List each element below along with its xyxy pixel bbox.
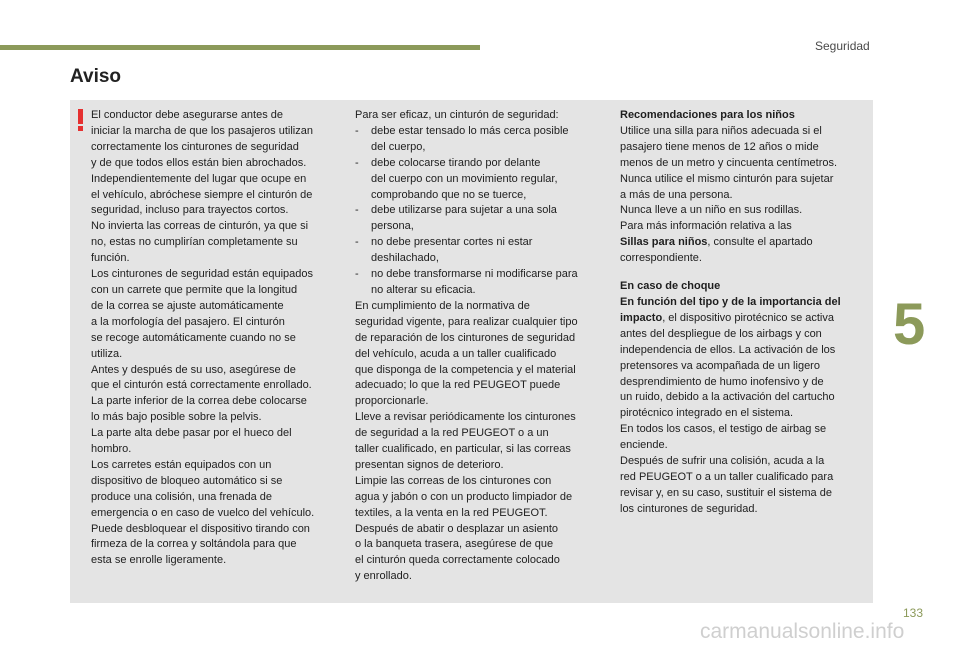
text-line: hombro. xyxy=(91,443,132,456)
text-line: un ruido, debido a la activación del cartucho xyxy=(620,391,835,404)
text-line: En todos los casos, el testigo de airbag se xyxy=(620,423,827,436)
text-line: El conductor debe asegurarse antes de xyxy=(91,109,284,121)
column-3 xyxy=(620,108,870,518)
text-line: seguridad, incluso para trayectos cortos. xyxy=(91,204,289,217)
text-line: En función del tipo y de la importancia del xyxy=(620,295,841,308)
text-line: iniciar la marcha de que los pasajeros utilizan xyxy=(91,124,313,137)
bullet-item: - no debe transformarse ni modificarse para xyxy=(355,268,578,281)
text-line: no, estas no cumplirían completamente su xyxy=(91,236,298,249)
section-heading: En caso de choque xyxy=(620,280,721,293)
text-line: Lleve a revisar periódicamente los cinturones xyxy=(355,411,576,424)
text-line: red PEUGEOT o a un taller cualificado para xyxy=(620,470,834,483)
text-line: a la morfología del pasajero. El cinturón xyxy=(91,315,285,328)
bullet-item: - no debe presentar cortes ni estar xyxy=(355,236,533,249)
text-line: el vehículo, abróchese siempre el cinturón de xyxy=(91,188,313,201)
text-line: de la correa se ajuste automáticamente xyxy=(91,299,284,312)
text-line: La parte inferior de la correa debe colocarse xyxy=(91,395,307,408)
text-line: proporcionarle. xyxy=(355,395,429,408)
column-2 xyxy=(355,108,610,585)
text-line: desprendimiento de humo inofensivo y de xyxy=(620,375,824,388)
text-line: con un carrete que permite que la longitud xyxy=(91,283,298,296)
text-line: produce una colisión, una frenada de xyxy=(91,490,273,503)
text-line: del vehículo, acuda a un taller cualificado xyxy=(355,347,557,360)
text-line: emergencia o en caso de vuelco del vehículo. xyxy=(91,506,315,519)
text-line: y enrollado. xyxy=(355,570,412,583)
text-line: de seguridad a la red PEUGEOT o a un xyxy=(355,427,549,440)
text-line: adecuado; lo que la red PEUGEOT puede xyxy=(355,379,561,392)
text-line: pasajero tiene menos de 12 años o mide xyxy=(620,140,819,153)
bullet-continuation: persona, xyxy=(371,220,414,233)
bullet-item: - debe utilizarse para sujetar a una sola xyxy=(355,204,557,217)
text-line: Independientemente del lugar que ocupe en xyxy=(91,172,307,185)
text-line: Nunca lleve a un niño en sus rodillas. xyxy=(620,204,803,217)
text-line: Utilice una silla para niños adecuada si el xyxy=(620,124,822,137)
text-line: que el cinturón está correctamente enrollado. xyxy=(91,379,312,392)
text-line: función. xyxy=(91,252,130,265)
text-line: utiliza. xyxy=(91,347,123,360)
text-line: y de que todos ellos están bien abrochados. xyxy=(91,156,307,169)
text-line: Los carretes están equipados con un xyxy=(91,458,272,471)
column-1 xyxy=(91,108,341,569)
text-line: independencia de ellos. La activación de los xyxy=(620,343,836,356)
header-rule xyxy=(0,45,480,50)
text-line: pretensores va acompañada de un ligero xyxy=(620,359,820,372)
text-line: antes del despliegue de los airbags y con xyxy=(620,327,822,340)
text-line: lo más bajo posible sobre la pelvis. xyxy=(91,411,262,424)
text-line: correctamente los cinturones de seguridad xyxy=(91,140,299,153)
text-line: revisar y, en su caso, sustituir el sistema de xyxy=(620,486,832,499)
text-line: En cumplimiento de la normativa de xyxy=(355,299,530,312)
text-line: a más de una persona. xyxy=(620,188,733,201)
text-line: Limpie las correas de los cinturones con xyxy=(355,474,552,487)
text-line: el cinturón queda correctamente colocado xyxy=(355,554,560,567)
text-line: impacto, el dispositivo pirotécnico se activa xyxy=(620,311,834,324)
text-line: de reparación de los cinturones de seguridad xyxy=(355,331,576,344)
section-heading: Recomendaciones para los niños xyxy=(620,109,795,121)
text-line: Para más información relativa a las xyxy=(620,220,792,233)
text-line: Después de sufrir una colisión, acuda a la xyxy=(620,455,825,468)
bullet-continuation: del cuerpo con un movimiento regular, xyxy=(371,172,558,185)
text-line: agua y jabón o con un producto limpiador de xyxy=(355,490,573,503)
text-line: seguridad vigente, para realizar cualquier tipo xyxy=(355,315,578,328)
text-line: textiles, a la venta en la red PEUGEOT. xyxy=(355,506,548,519)
text-line: taller cualificado, en particular, si las correas xyxy=(355,443,571,456)
page-title: Aviso xyxy=(70,66,122,87)
bullet-continuation: deshilachado, xyxy=(371,252,439,265)
text-line: Sillas para niños, consulte el apartado xyxy=(620,236,813,249)
text-line: Después de abatir o desplazar un asiento xyxy=(355,522,559,535)
text-line: enciende. xyxy=(620,439,668,452)
text-line: esta se enrolle ligeramente. xyxy=(91,554,227,567)
bullet-item: - debe colocarse tirando por delante xyxy=(355,156,541,169)
bullet-continuation: no alterar su eficacia. xyxy=(371,283,476,296)
text-line: firmeza de la correa y soltándola para que xyxy=(91,538,297,551)
text-line: dispositivo de bloqueo automático si se xyxy=(91,474,283,487)
text-line: No invierta las correas de cinturón, ya que si xyxy=(91,220,309,233)
text-line: que disponga de la competencia y el material xyxy=(355,363,576,376)
text-line: Antes y después de su uso, asegúrese de xyxy=(91,363,296,376)
bullet-item: - debe estar tensado lo más cerca posible xyxy=(355,124,569,137)
page-number: 133 xyxy=(903,606,924,620)
text-line: La parte alta debe pasar por el hueco del xyxy=(91,427,292,440)
text-line: menos de un metro y cincuenta centímetros. xyxy=(620,156,838,169)
cross-reference: Sillas para niños xyxy=(620,236,708,249)
section-name: Seguridad xyxy=(815,39,870,53)
text-line: se recoge automáticamente cuando no se xyxy=(91,331,296,344)
bullet-continuation: comprobando que no se tuerce, xyxy=(371,188,527,201)
warning-exclamation-icon xyxy=(76,108,86,132)
text-line: o la banqueta trasera, asegúrese de que xyxy=(355,538,554,551)
chapter-number: 5 xyxy=(893,292,926,357)
text-line: los cinturones de seguridad. xyxy=(620,502,758,515)
watermark: carmanualsonline.info xyxy=(700,620,905,643)
text-line: Los cinturones de seguridad están equipados xyxy=(91,268,313,281)
text-line: Puede desbloquear el dispositivo tirando con xyxy=(91,522,310,535)
bullet-continuation: del cuerpo, xyxy=(371,140,426,153)
text-line: correspondiente. xyxy=(620,252,702,265)
text-line: Nunca utilice el mismo cinturón para sujetar xyxy=(620,172,834,185)
text-line: Para ser eficaz, un cinturón de seguridad: xyxy=(355,109,559,121)
text-line: presentan signos de deterioro. xyxy=(355,458,504,471)
text-line: pirotécnico integrado en el sistema. xyxy=(620,407,794,420)
